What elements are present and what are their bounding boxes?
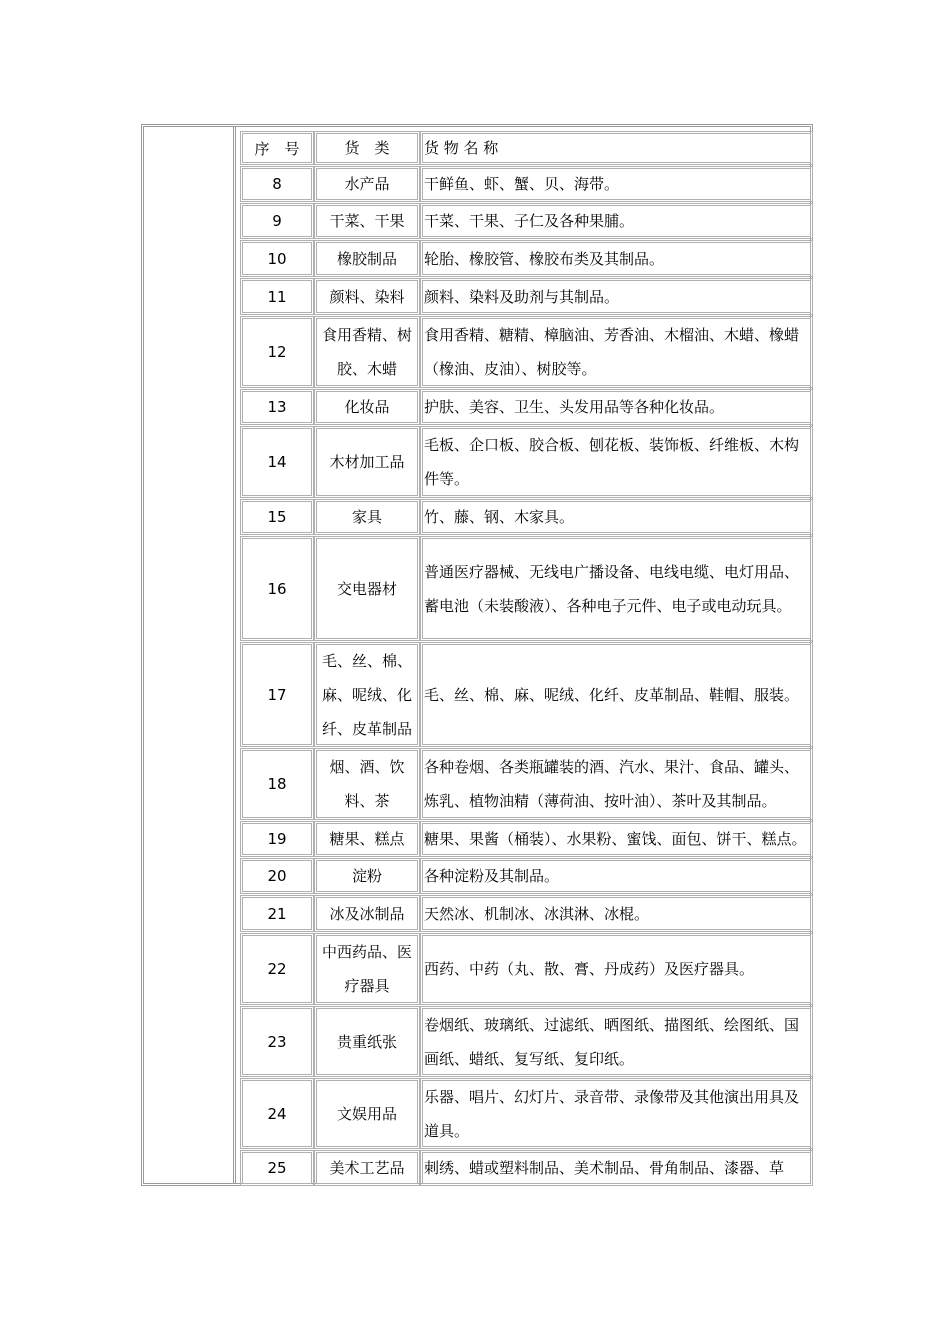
row-category: 家具 [314, 499, 420, 535]
row-number: 13 [240, 389, 314, 425]
row-number: 11 [240, 278, 314, 315]
row-number: 21 [240, 895, 314, 932]
row-goods: 各种卷烟、各类瓶罐装的酒、汽水、果汁、食品、罐头、炼乳、植物油精（薄荷油、按叶油）、茶叶及其制品。 [420, 748, 813, 820]
header-serial: 序 号 [240, 131, 314, 165]
row-goods: 轮胎、橡胶管、橡胶布类及其制品。 [420, 240, 813, 277]
table-row [240, 203, 813, 239]
row-number: 19 [240, 821, 314, 857]
row-goods: 各种淀粉及其制品。 [420, 858, 813, 894]
row-goods: 毛、丝、棉、麻、呢绒、化纤、皮革制品、鞋帽、服装。 [420, 642, 813, 747]
table-row [240, 933, 813, 1005]
row-goods: 食用香精、糖精、樟脑油、芳香油、木榴油、木蜡、橡蜡（橡油、皮油）、树胶等。 [420, 316, 813, 388]
row-goods: 天然冰、机制冰、冰淇淋、冰棍。 [420, 895, 813, 932]
row-goods: 卷烟纸、玻璃纸、过滤纸、晒图纸、描图纸、绘图纸、国画纸、蜡纸、复写纸、复印纸。 [420, 1006, 813, 1077]
row-goods: 颜料、染料及助剂与其制品。 [420, 278, 813, 315]
table-row [240, 240, 813, 277]
header-category: 货 类 [314, 131, 420, 165]
table-row [240, 1150, 813, 1186]
row-category: 水产品 [314, 166, 420, 202]
table-row [240, 1006, 813, 1077]
row-category: 化妆品 [314, 389, 420, 425]
table-row [240, 821, 813, 857]
row-goods: 竹、藤、钢、木家具。 [420, 499, 813, 535]
table-header-row [240, 131, 813, 165]
table-row [240, 895, 813, 932]
row-number: 10 [240, 240, 314, 277]
row-number: 25 [240, 1150, 314, 1186]
row-number: 16 [240, 536, 314, 641]
row-category: 橡胶制品 [314, 240, 420, 277]
row-category: 美术工艺品 [314, 1150, 420, 1186]
table-row [240, 278, 813, 315]
table-row [240, 536, 813, 641]
row-category: 颜料、染料 [314, 278, 420, 315]
row-goods: 普通医疗器械、无线电广播设备、电线电缆、电灯用品、蓄电池（未装酸液）、各种电子元件、电子或电动玩具。 [420, 536, 813, 641]
row-goods: 糖果、果酱（桶装）、水果粉、蜜饯、面包、饼干、糕点。 [420, 821, 813, 857]
table-row [240, 499, 813, 535]
table-row [240, 642, 813, 747]
row-category: 烟、酒、饮料、茶 [314, 748, 420, 820]
header-goods-name: 货 物 名 称 [420, 131, 813, 165]
row-number: 18 [240, 748, 314, 820]
row-category: 糖果、糕点 [314, 821, 420, 857]
row-category: 干菜、干果 [314, 203, 420, 239]
row-category: 食用香精、树胶、木蜡 [314, 316, 420, 388]
row-goods: 西药、中药（丸、散、膏、丹成药）及医疗器具。 [420, 933, 813, 1005]
table-row [240, 858, 813, 894]
table-row [240, 1078, 813, 1149]
row-goods: 干鲜鱼、虾、蟹、贝、海带。 [420, 166, 813, 202]
row-number: 12 [240, 316, 314, 388]
goods-table-frame [141, 124, 813, 1186]
row-number: 22 [240, 933, 314, 1005]
row-category: 木材加工品 [314, 426, 420, 498]
row-category: 冰及冰制品 [314, 895, 420, 932]
row-category: 毛、丝、棉、麻、呢绒、化纤、皮革制品 [314, 642, 420, 747]
row-number: 9 [240, 203, 314, 239]
row-number: 20 [240, 858, 314, 894]
row-number: 8 [240, 166, 314, 202]
row-number: 14 [240, 426, 314, 498]
row-number: 17 [240, 642, 314, 747]
row-goods: 刺绣、蜡或塑料制品、美术制品、骨角制品、漆器、草 [420, 1150, 813, 1186]
row-category: 交电器材 [314, 536, 420, 641]
table-row [240, 748, 813, 820]
row-category: 文娱用品 [314, 1078, 420, 1149]
row-goods: 毛板、企口板、胶合板、刨花板、装饰板、纤维板、木构件等。 [420, 426, 813, 498]
table-row [240, 389, 813, 425]
row-number: 15 [240, 499, 314, 535]
row-goods: 护肤、美容、卫生、头发用品等各种化妆品。 [420, 389, 813, 425]
table-row [240, 316, 813, 388]
row-goods: 干菜、干果、子仁及各种果脯。 [420, 203, 813, 239]
row-category: 淀粉 [314, 858, 420, 894]
table-row [240, 166, 813, 202]
row-category: 贵重纸张 [314, 1006, 420, 1077]
row-goods: 乐器、唱片、幻灯片、录音带、录像带及其他演出用具及道具。 [420, 1078, 813, 1149]
blank-left-column [144, 127, 236, 1183]
row-number: 24 [240, 1078, 314, 1149]
row-number: 23 [240, 1006, 314, 1077]
table-row [240, 426, 813, 498]
row-category: 中西药品、医疗器具 [314, 933, 420, 1005]
